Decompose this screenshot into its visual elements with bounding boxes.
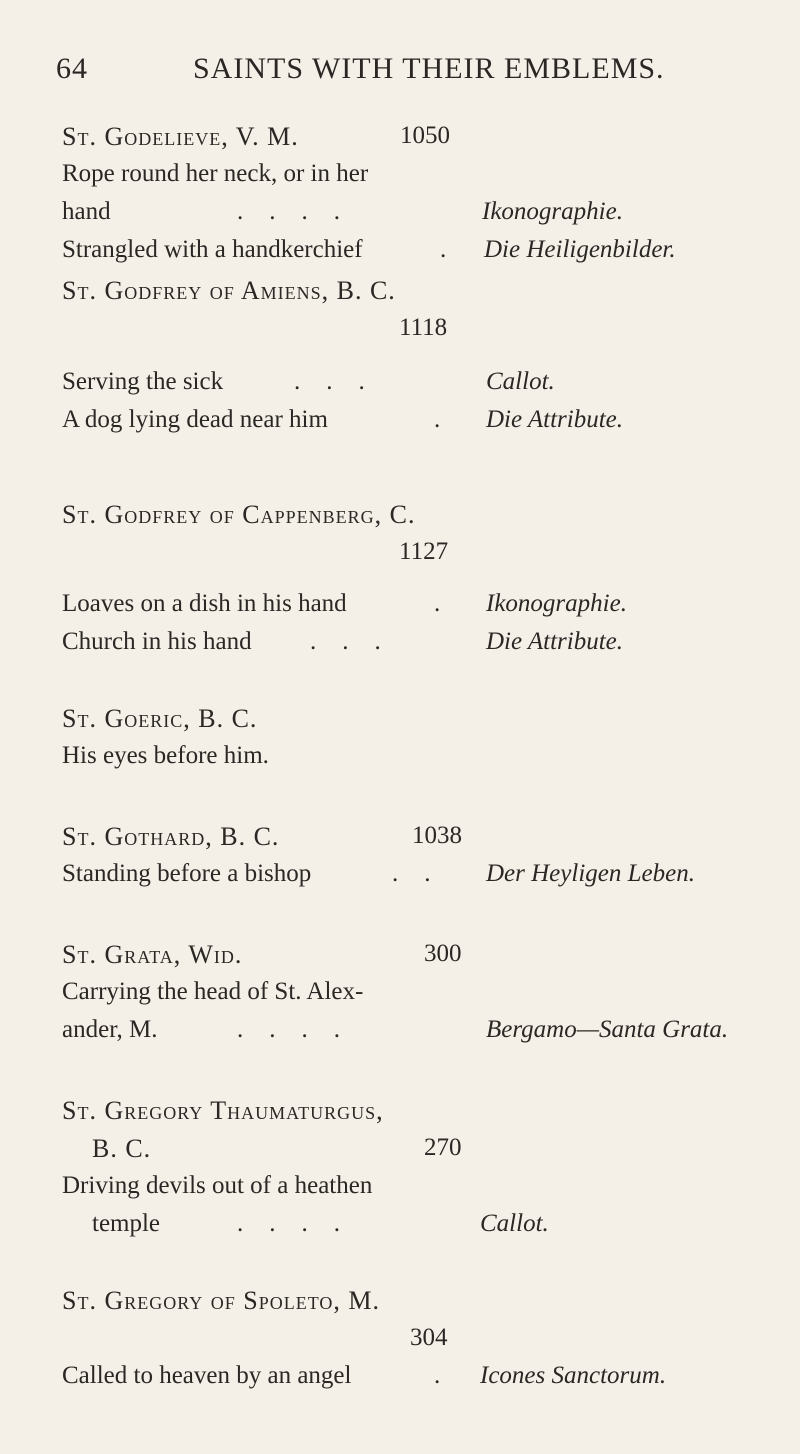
leader-dots: .... [237,1016,366,1043]
entry-gregory-spoleto [62,1286,782,1400]
entry-godfrey-cappenberg [62,500,782,666]
leader-dots: . [440,236,473,263]
source-ref: Ikonographie. [486,590,627,617]
emblem-text: Strangled with a handkerchief [62,236,363,263]
source-ref: Die Attribute. [486,628,624,655]
saint-date: 1118 [399,314,448,341]
source-ref: Callot. [486,368,555,395]
emblem-text: hand [62,198,111,225]
leader-dots: .... [237,1210,366,1237]
saint-date: 1038 [412,822,462,849]
saint-title: St. Gregory of Spoleto, M. [62,1286,380,1315]
emblem-text: ander, M. [62,1016,158,1043]
emblem-text: temple [92,1210,161,1237]
entry-goeric [62,704,782,780]
saint-date: 304 [410,1324,448,1351]
leader-dots: .. [392,860,457,887]
saint-title: St. Godfrey of Cappenberg, C. [62,500,416,529]
saint-title-continued: B. C. [92,1134,152,1163]
emblem-text: Standing before a bishop [62,860,312,887]
leader-dots: . [434,590,467,617]
saint-date: 300 [424,940,462,967]
emblem-text: Carrying the head of St. Alex- [62,978,364,1005]
emblem-text: Serving the sick [62,368,224,395]
saint-title: St. Goeric, B. C. [62,704,258,733]
page-number: 64 [56,52,88,85]
emblem-text: Loaves on a dish in his hand [62,590,347,617]
emblem-text: Called to heaven by an angel [62,1362,352,1389]
leader-dots: ... [310,628,407,655]
leader-dots: ... [294,368,391,395]
leader-dots: . [434,1362,467,1389]
entry-godfrey-amiens [62,276,782,444]
running-title: SAINTS WITH THEIR EMBLEMS. [193,52,665,85]
entry-gothard [62,822,782,898]
saint-title: St. Gothard, B. C. [62,822,280,851]
source-ref: Icones Sanctorum. [480,1362,667,1389]
saint-date: 270 [424,1134,462,1161]
saint-title: St. Godfrey of Amiens, B. C. [62,276,396,305]
emblem-text: His eyes before him. [62,742,269,769]
source-ref: Die Attribute. [486,406,624,433]
saint-date: 1050 [400,122,450,149]
saint-date: 1127 [399,538,449,565]
source-ref: Bergamo—Santa Grata. [486,1016,729,1043]
emblem-text: Driving devils out of a heathen [62,1172,373,1199]
saint-title: St. Gregory Thaumaturgus, [62,1096,384,1125]
leader-dots: .... [237,198,366,225]
saint-title: St. Grata, Wid. [62,940,243,969]
source-ref: Die Heiligenbilder. [484,236,676,263]
leader-dots: . [434,406,467,433]
source-ref: Callot. [480,1210,549,1237]
entry-gregory-thaumaturgus [62,1096,782,1248]
emblem-text: Church in his hand [62,628,252,655]
source-ref: Der Heyligen Leben. [486,860,695,887]
entry-grata [62,940,782,1054]
emblem-text: Rope round her neck, or in her [62,160,369,187]
saint-title: St. Godelieve, V. M. [62,122,299,151]
entry-godelieve [62,122,782,274]
emblem-text: A dog lying dead near him [62,406,328,433]
source-ref: Ikonographie. [482,198,623,225]
